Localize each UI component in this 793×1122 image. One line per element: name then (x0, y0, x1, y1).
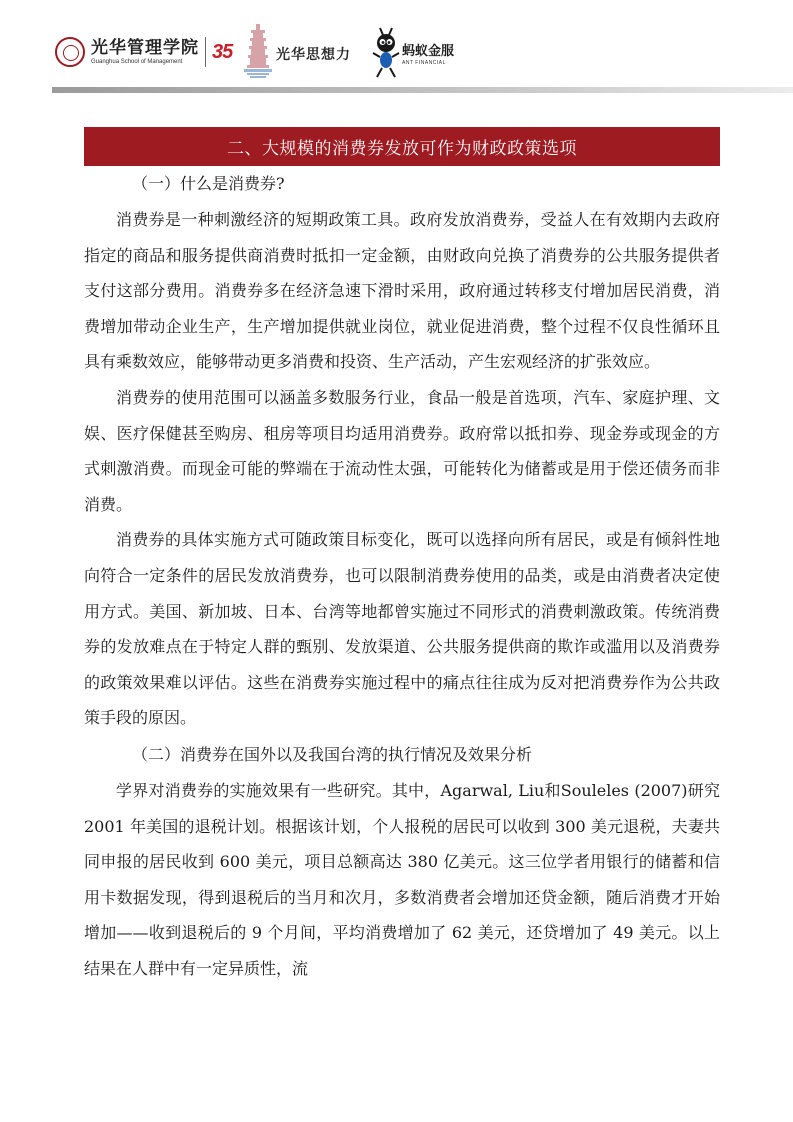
gsm-logo (55, 22, 232, 82)
paragraph-4: 学界对消费券的实施效果有一些研究。其中，Agarwal, Liu和Souleles (2007)研究 2001 年美国的退税计划。根据该计划，个人报税的居民可以收到 300 美元退税，夫妻共同申报的居民收到 600 美元，项目总额高达 380 亿美元。这三位学者用银行的储蓄和信用卡数据发现，得到退税后的当月和次月，多数消费者会增加还贷金额，随后消费才开始增加——收到退税后的 9 个月间，平均消费增加了 62 美元，还贷增加了 49 美元。以上结果在人群中有一定异质性，流 (84, 780, 720, 978)
paragraph-3: 消费券的具体实施方式可随政策目标变化，既可以选择向所有居民，或是有倾斜性地向符合一定条件的居民发放消费券，也可以限制消费券使用的品类，或是由消费者决定使用方式。美国、新加坡、日本、台湾等地都曾实施过不同形式的消费刺激政策。传统消费券的发放难点在于特定人群的甄别、发放渠道、公共服务提供商的欺诈或滥用以及消费券的政策效果难以评估。这些在消费券实施过程中的痛点往往成为反对把消费券作为公共政策手段的原因。 (84, 530, 720, 728)
paragraph-2: 消费券的使用范围可以涵盖多数服务行业，食品一般是首选项，汽车、家庭护理、文娱、医疗保健甚至购房、租房等项目均适用消费券。政府常以抵扣券、现金券或现金的方式刺激消费。而现金可能的弊端在于流动性太强，可能转化为储蓄或是用于偿还债务而非消费。 (84, 387, 720, 514)
school-name-cn: 光华管理学院 (91, 38, 199, 58)
thought-leadership-wordmark: 光华思想力 (276, 47, 351, 63)
ant-financial-wordmark (402, 44, 454, 66)
ant-financial-cn: 蚂蚁金服 (402, 44, 455, 59)
subsection-heading-2: （二）消费券在国外以及我国台湾的执行情况及效果分析 (132, 744, 533, 764)
page-header (0, 0, 793, 100)
gsm-wordmark (91, 38, 199, 66)
section-title: 二、大规模的消费券发放可作为财政政策选项 (227, 139, 577, 159)
ant-mascot-icon (370, 24, 402, 80)
section-title-banner (84, 127, 720, 166)
subsection-heading-1: （一）什么是消费券? (132, 174, 285, 193)
pagoda-icon (244, 24, 272, 78)
pku-seal-icon (55, 37, 85, 67)
logo-divider (205, 37, 206, 67)
article-body (84, 166, 720, 986)
anniversary-mark: 35 (212, 40, 233, 63)
school-name-en: Guanghua School of Management (91, 59, 183, 65)
paragraph-1: 消费券是一种刺激经济的短期政策工具。政府发放消费券，受益人在有效期内去政府指定的商品和服务提供商消费时抵扣一定金额，由财政向兑换了消费券的公共服务提供者支付这部分费用。消费券多在经济急速下滑时采用，政府通过转移支付增加居民消费，消费增加带动企业生产，生产增加提供就业岗位，就业促进消费，整个过程不仅良性循环且具有乘数效应，能够带动更多消费和投资、生产活动，产生宏观经济的扩张效应。 (84, 210, 720, 372)
ant-financial-en: ANT FINANCIAL (402, 60, 446, 66)
header-rule (52, 87, 793, 93)
